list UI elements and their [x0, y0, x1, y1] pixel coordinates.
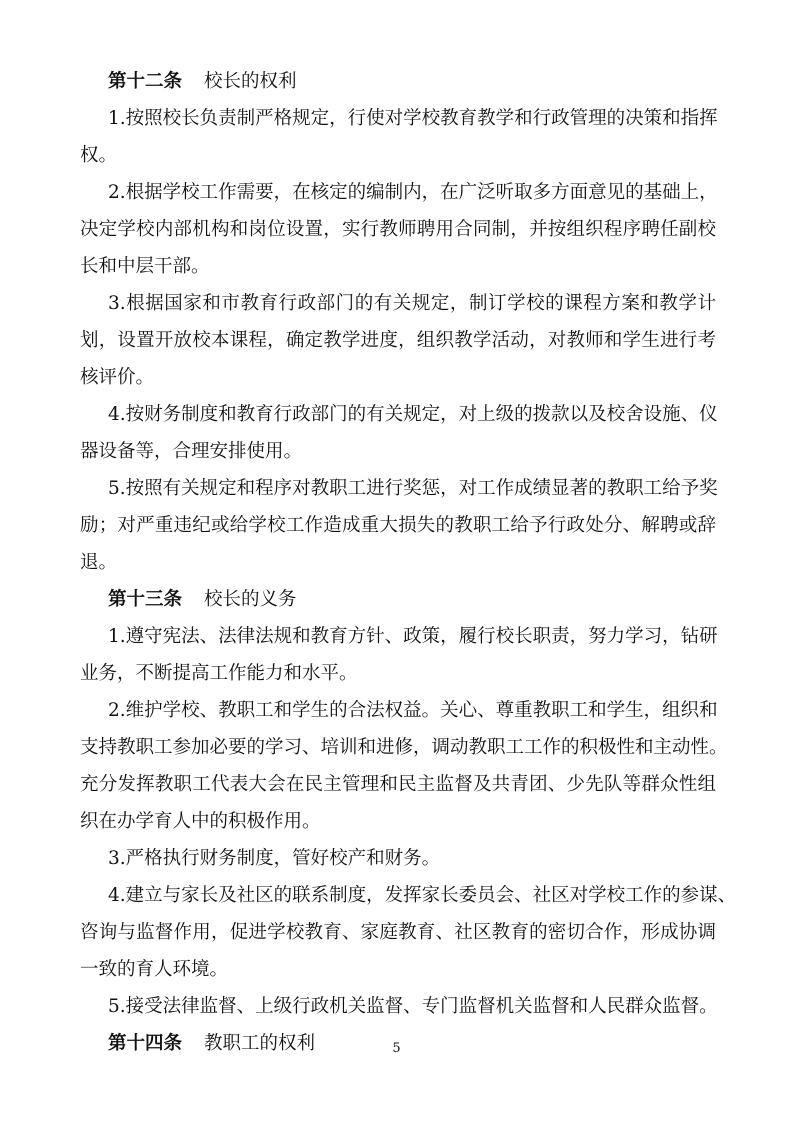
paragraph-text: 充分发挥教职工代表大会在民主管理和民主监督及共青团、少先队等群众性组	[80, 774, 716, 795]
paragraph-text: 支持教职工参加必要的学习、培训和进修，调动教职工工作的积极性和主动性。	[80, 737, 728, 758]
paragraph-text: 织在办学育人中的积极作用。	[80, 811, 321, 832]
paragraph-line	[0, 212, 793, 248]
paragraph-text: 3.严格执行财务制度，管好校产和财务。	[108, 848, 441, 869]
page-number: 5	[392, 1041, 401, 1056]
paragraph-line	[0, 619, 793, 655]
paragraph-line	[0, 249, 793, 285]
paragraph-line	[0, 878, 793, 914]
paragraph-line	[0, 693, 793, 729]
paragraph-line	[0, 471, 793, 507]
paragraph-line	[0, 545, 793, 581]
article-title: 校长的义务	[204, 589, 297, 610]
paragraph-line	[0, 101, 793, 137]
article-heading	[0, 64, 793, 100]
article-number: 第十四条	[108, 1033, 183, 1054]
paragraph-line	[0, 397, 793, 433]
paragraph-text: 3.根据国家和市教育行政部门的有关规定，制订学校的课程方案和教学计	[108, 293, 716, 314]
paragraph-text: 咨询与监督作用，促进学校教育、家庭教育、社区教育的密切合作，形成协调	[80, 922, 716, 943]
paragraph-text: 划，设置开放校本课程，确定教学进度，组织教学活动，对教师和学生进行考	[80, 330, 716, 351]
paragraph-text: 4.按财务制度和教育行政部门的有关规定，对上级的拨款以及校舍设施、仪	[108, 404, 718, 425]
paragraph-text: 1.按照校长负责制严格规定，行使对学校教育教学和行政管理的决策和指挥	[108, 108, 718, 129]
paragraph-text: 5.接受法律监督、上级行政机关监督、专门监督机关监督和人民群众监督。	[108, 996, 718, 1017]
article-title: 教职工的权利	[204, 1033, 316, 1054]
paragraph-text: 器设备等，合理安排使用。	[80, 441, 303, 462]
paragraph-line	[0, 804, 793, 840]
paragraph-line	[0, 360, 793, 396]
paragraph-line	[0, 138, 793, 174]
paragraph-line	[0, 952, 793, 988]
paragraph-text: 决定学校内部机构和岗位设置，实行教师聘用合同制，并按组织程序聘任副校	[80, 219, 716, 240]
paragraph-text: 2.维护学校、教职工和学生的合法权益。关心、尊重教职工和学生，组织和	[108, 700, 718, 721]
article-number: 第十二条	[108, 71, 183, 92]
article-heading	[0, 582, 793, 618]
paragraph-line	[0, 915, 793, 951]
article-title: 校长的权利	[204, 71, 297, 92]
article-number: 第十三条	[108, 589, 183, 610]
paragraph-line	[0, 286, 793, 322]
paragraph-text: 5.按照有关规定和程序对教职工进行奖惩，对工作成绩显著的教职工给予奖	[108, 478, 718, 499]
paragraph-line	[0, 730, 793, 766]
paragraph-text: 1.遵守宪法、法律法规和教育方针、政策，履行校长职责，努力学习，钻研	[108, 626, 718, 647]
paragraph-line	[0, 656, 793, 692]
paragraph-line	[0, 508, 793, 544]
paragraph-text: 退。	[80, 552, 118, 573]
paragraph-text: 长和中层干部。	[80, 256, 210, 277]
paragraph-text: 励；对严重违纪或给学校工作造成重大损失的教职工给予行政处分、解聘或辞	[80, 515, 716, 536]
paragraph-line	[0, 175, 793, 211]
paragraph-line	[0, 841, 793, 877]
paragraph-line	[0, 989, 793, 1025]
paragraph-text: 2.根据学校工作需要，在核定的编制内，在广泛听取多方面意见的基础上，	[108, 182, 718, 203]
paragraph-line	[0, 767, 793, 803]
paragraph-line	[0, 434, 793, 470]
paragraph-text: 一致的育人环境。	[80, 959, 229, 980]
paragraph-text: 权。	[80, 145, 118, 166]
paragraph-text: 业务，不断提高工作能力和水平。	[80, 663, 358, 684]
paragraph-text: 核评价。	[80, 367, 155, 388]
paragraph-line	[0, 323, 793, 359]
paragraph-text: 4.建立与家长及社区的联系制度，发挥家长委员会、社区对学校工作的参谋、	[108, 885, 737, 906]
